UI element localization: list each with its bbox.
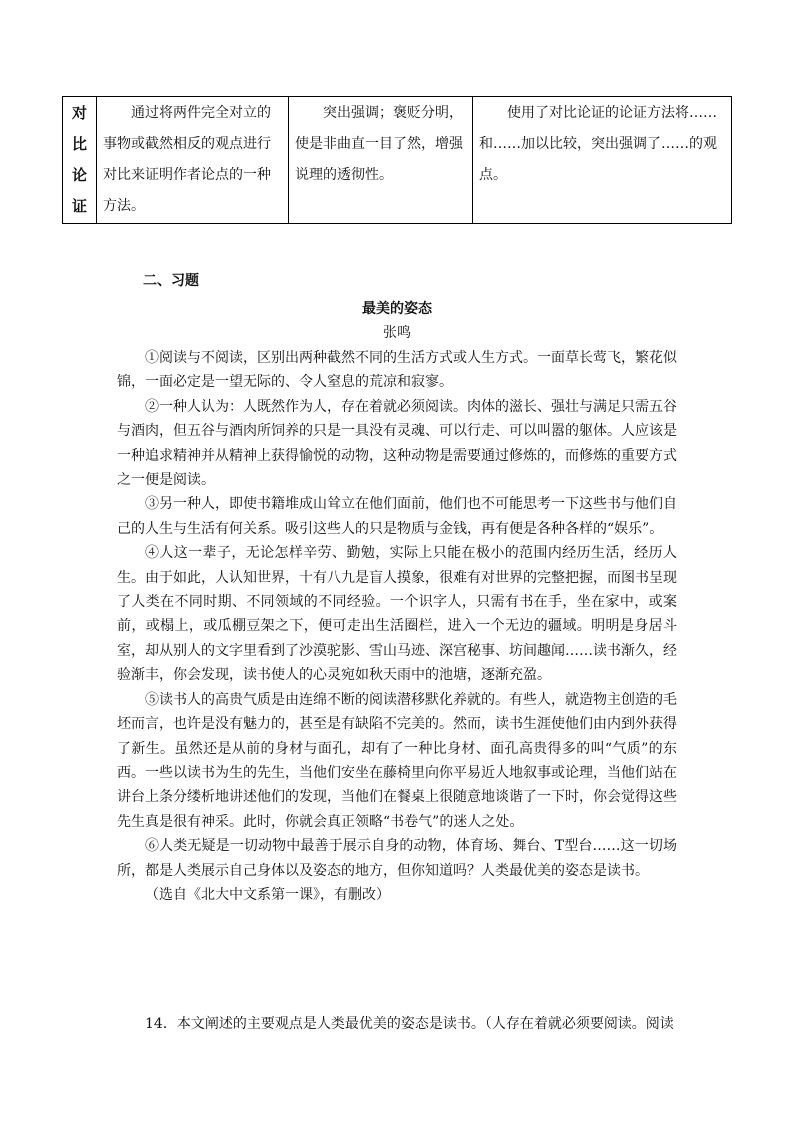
- article-body: [117, 346, 677, 907]
- method-name-char: 证: [71, 197, 87, 215]
- method-definition-cell: [97, 97, 289, 224]
- article-author: 张鸣: [383, 325, 411, 341]
- method-definition: 通过将两件完全对立的事物或截然相反的观点进行对比来证明作者论点的一种方法。: [103, 105, 271, 214]
- article-paragraph: ②一种人认为：人既然作为人，存在着就必须阅读。肉体的滋长、强壮与满足只需五谷与酒肉，但五谷与酒肉所饲养的只是一具没有灵魂、可以行走、可以叫嚣的躯体。人应该是一种追求精神并从精神上获得愉悦的动物，这种动物是需要通过修炼的，而修炼的重要方式之一便是阅读。: [117, 398, 677, 489]
- method-name-char: 对: [71, 104, 87, 122]
- section-heading: 二、习题: [143, 273, 199, 289]
- method-effect-cell: [289, 97, 473, 224]
- article-paragraph: ①阅读与不阅读，区别出两种截然不同的生活方式或人生方式。一面草长莺飞，繁花似锦，一面必定是一望无际的、令人窒息的荒凉和寂寥。: [117, 350, 677, 391]
- method-name-cell: [63, 97, 97, 224]
- article-source: （选自《北大中文系第一课》，有删改）: [145, 886, 390, 903]
- table-row: [63, 97, 732, 224]
- article-paragraph: ⑥人类无疑是一切动物中最善于展示自身的动物，体育场、舞台、T型台……这一切场所，都是人类展示自己身体以及姿态的地方，但你知道吗？人类最优美的姿态是读书。: [117, 838, 677, 879]
- question-14: 14．本文阐述的主要观点是人类最优美的姿态是读书。（人存在着就必须要阅读。阅读: [145, 1016, 674, 1032]
- answer-template: 使用了对比论证的论证方法将……和……加以比较，突出强调了……的观点。: [479, 105, 717, 183]
- article-paragraph: ④人这一辈子，无论怎样辛劳、勤勉，实际上只能在极小的范围内经历生活，经历人生。由于如此，人认知世界，十有八九是盲人摸象，很难有对世界的完整把握，而图书呈现了人类在不同时期、不同领域的不同经验。一个识字人，只需有书在手，坐在家中，或案前，或榻上，或瓜棚豆架之下，便可走出生活圈栏，进入一个无边的疆域。明明是身居斗室，却从别人的文字里看到了沙漠驼影、雪山马迹、深宫秘事、坊间趣闻……读书渐久，经验渐丰，你会发现，读书使人的心灵宛如秋天雨中的池塘，逐渐充盈。: [117, 545, 677, 684]
- answer-template-cell: [473, 97, 732, 224]
- method-effect: 突出强调；褒贬分明，使是非曲直一目了然，增强说理的透彻性。: [295, 105, 463, 183]
- article-paragraph: ③另一种人，即使书籍堆成山耸立在他们面前，他们也不可能思考一下这些书与他们自己的人生与生活有何关系。吸引这些人的只是物质与金钱，再有便是各种各样的“娱乐”。: [117, 496, 677, 537]
- article-paragraph: ⑤读书人的高贵气质是由连绵不断的阅读潜移默化养就的。有些人，就造物主创造的毛坯而言，也许是没有魅力的，甚至是有缺陷不完美的。然而，读书生涯使他们由内到外获得了新生。虽然还是从前的身材与面孔，却有了一种比身材、面孔高贵得多的叫“气质”的东西。一些以读书为生的先生，当他们安坐在藤椅里向你平易近人地叙事或论理，当他们站在讲台上条分缕析地讲述他们的发现，当他们在餐桌上很随意地谈谐了一下时，你会觉得这些先生真是很有神采。此时，你就会真正领略“书卷气”的迷人之处。: [117, 691, 677, 830]
- argument-method-table: [62, 96, 732, 224]
- article-title: 最美的姿态: [362, 301, 432, 317]
- method-name-char: 论: [71, 166, 87, 184]
- method-name-char: 比: [71, 135, 87, 153]
